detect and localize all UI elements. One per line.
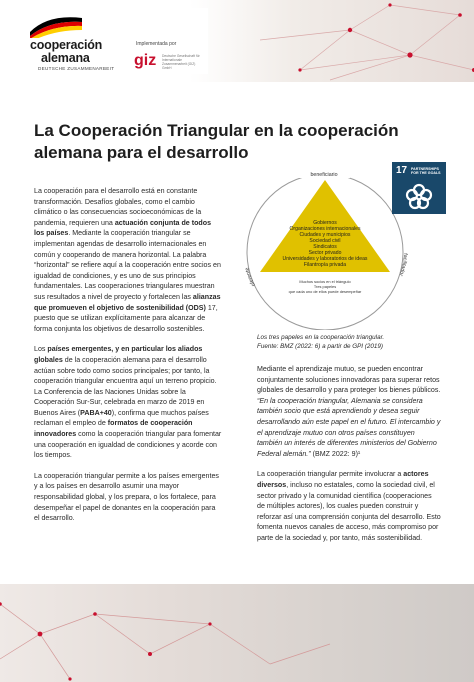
text-run: (BMZ 2022: 9)¹ xyxy=(310,449,361,458)
ring-label-top: beneficiario xyxy=(310,172,338,178)
giz-logo: giz xyxy=(134,52,157,69)
text-run-bold: formatos de cooperación innovadores xyxy=(34,419,193,439)
partner-item: Sociedad civil xyxy=(309,238,341,244)
text-run: como la cooperación triangular para fomentar una cooperación en igualdad de condiciones y acorde con los tiempos. xyxy=(34,430,222,460)
caption-line: Los tres papeles en la cooperación triangular. xyxy=(257,334,385,341)
text-run-bold: países emergentes, y en particular los aliados globales xyxy=(34,345,203,364)
logo-line-3: DEUTSCHE ZUSAMMENARBEIT xyxy=(38,66,115,71)
partner-item: Universidades y laboratorios de ideas xyxy=(282,256,368,262)
text-run: 17, puesto que se utilizan explícitamente para alcanzar de forma conjunta los objetivos de desarrollo sostenibles. xyxy=(34,303,218,333)
partner-item: Organizaciones internacionales xyxy=(289,226,361,232)
network-decoration xyxy=(0,584,474,682)
partner-item: Gobiernos xyxy=(313,220,337,226)
cooperacion-alemana-logo xyxy=(22,8,208,74)
text-run: La cooperación para el desarrollo está en constante transformación. Desafíos globales, como el cambio climático o las consecuencias socioeconómicas de la pandemia, requieren una xyxy=(34,187,202,227)
paragraph xyxy=(34,471,222,524)
page-title: La Cooperación Triangular en la cooperación alemana para el desarrollo xyxy=(34,121,399,162)
diagram-note: Tres papeles xyxy=(313,284,337,289)
text-run: Los xyxy=(34,345,48,354)
text-run: , incluso no estatales, como la sociedad civil, el sector privado y la comunidad científica (cooperaciones de múltiples actores), los cuales pueden construir y reforzar así una comprensión conjunta del desarrollo. Esto fomenta nuevos canales de acceso, más compromiso por parte de la sociedad y, por tanto, más sostenibilidad. xyxy=(257,480,441,542)
caption-line: Fuente: BMZ (2022: 6) a partir de GPI (2019) xyxy=(257,342,383,350)
sdg-text: PARTNERSHIPS FOR THE GOALS xyxy=(411,167,441,176)
paragraph xyxy=(34,186,222,334)
giz-subtitle: Deutsche Gesellschaft für Internationale Zusammenarbeit (GIZ) GmbH xyxy=(162,54,200,70)
logo-line-1: cooperación xyxy=(30,38,103,52)
left-column xyxy=(34,186,222,534)
text-run: La cooperación triangular permite a los países emergentes y a los países en desarrollo asumir una mayor responsabilidad global, y los prepara, o los fortalece, para desempeñar el papel de donantes en la cooperación para el desarrollo. xyxy=(34,471,219,523)
partner-item: Filantropía privada xyxy=(303,262,347,268)
sdg-17-badge xyxy=(392,162,446,214)
text-run-bold: alianzas que promueven el objetivo de sostenibilidad (ODS) xyxy=(34,292,221,312)
paragraph xyxy=(257,469,441,543)
text-run: de la cooperación alemana para el desarrollo actúan sobre todo como socios principales; por tanto, la cooperación triangular encuentra aquí un terreno propicio. La Conferencia de las Naciones Unidas sobre la Cooperación Sur-Sur, celebrada en marzo de 2019 en Buenos Aires ( xyxy=(34,355,217,417)
text-run: . Mediante la cooperación triangular se implementan agendas de desarrollo internacionales en común y cooperando de manera horizontal. La palabra “horizontal” se refiere aquí a la cooperación entre socios en igualdad de condiciones, y es uno de sus principios fundamentales. Las cooperaciones triangulares muestran sus resultados a nivel de proyecto y fortalecen las xyxy=(34,229,221,301)
german-flag-icon xyxy=(28,12,84,38)
paragraph xyxy=(34,344,222,461)
diagram-note: Muchos socios en el triángulo xyxy=(299,279,351,284)
ring-label-right: facilitador xyxy=(397,252,409,277)
triangular-cooperation-diagram xyxy=(240,156,410,330)
sdg-number: 17 xyxy=(396,165,408,176)
partner-item: Sector privado xyxy=(308,250,342,256)
footer-band xyxy=(0,584,474,682)
diagram-note: que cada uno de ellos puede desempeñar xyxy=(288,289,362,294)
header-band xyxy=(0,0,474,82)
text-run-bold: actuación conjunta de todos los países xyxy=(34,218,212,238)
partnership-flower-icon xyxy=(404,182,434,212)
text-run: La cooperación triangular permite involucrar a xyxy=(257,470,404,479)
quote-run: “En la cooperación triangular, Alemania se considera también socio que está aprendiendo y desea seguir desarrollando aún este papel en el futuro. El intercambio y el aprendizaje mutuo con otros países constituyen también un interés de diferentes ministerios del Gobierno Federal alemán.” xyxy=(257,396,441,458)
ring-label-left: oferente xyxy=(244,266,257,288)
right-column xyxy=(257,364,441,554)
partner-item: Ciudades y municipios xyxy=(299,232,351,238)
text-run-bold: actores diversos xyxy=(257,470,429,489)
partner-item: Sindicatos xyxy=(313,244,337,250)
text-run: Mediante el aprendizaje mutuo, se pueden encontrar conjuntamente soluciones innovadoras para superar retos globales de desarrollo y para proteger los bienes públicos. xyxy=(257,365,441,395)
logo-line-2: alemana xyxy=(41,51,90,65)
text-run: ), confirma que muchos países reclaman el empleo de xyxy=(34,408,209,428)
paragraph xyxy=(257,364,441,459)
text-run-bold: PABA+40 xyxy=(80,408,112,417)
implementer-label: Implementada por xyxy=(136,41,177,47)
figure-caption xyxy=(257,334,447,351)
